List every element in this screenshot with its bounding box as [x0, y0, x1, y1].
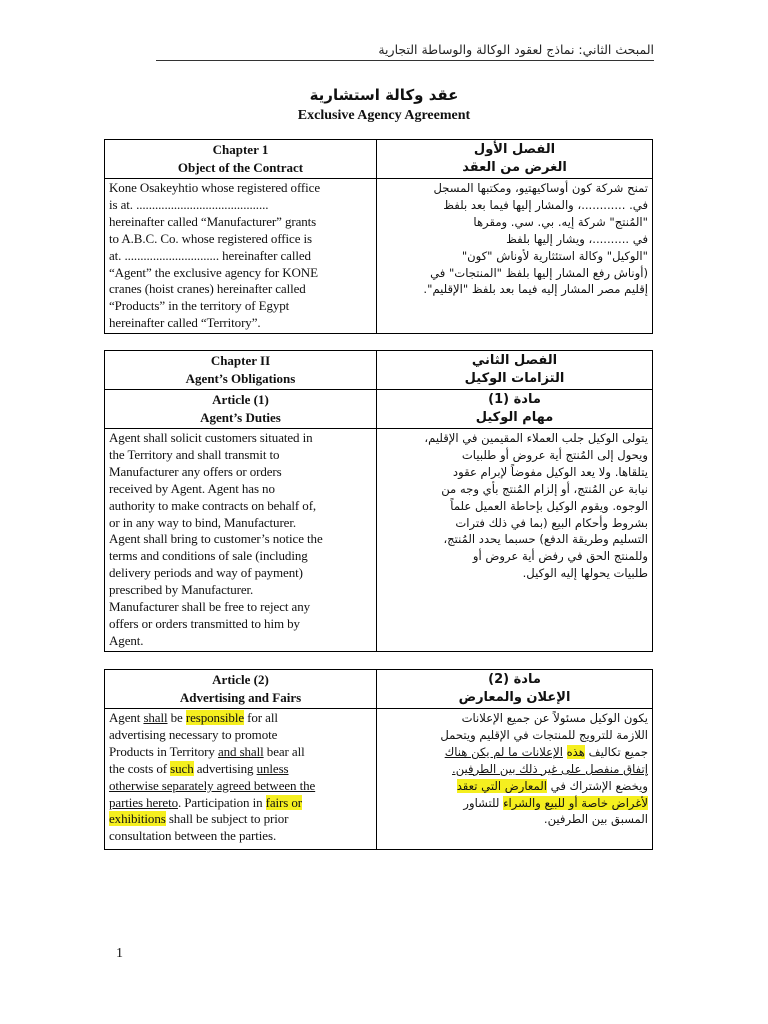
- text-line: the Territory and shall transmit to: [109, 446, 280, 462]
- text-line: or in any way to bind, Manufacturer.: [109, 514, 297, 530]
- chapter-2-table: [104, 350, 653, 652]
- text-line: advertising necessary to promote: [109, 726, 278, 742]
- text-line-ar: يكون الوكيل مسئولاً عن جميع الإعلانات: [461, 711, 648, 725]
- text-line: received by Agent. Agent has no: [109, 480, 275, 496]
- chapter-1-table: [104, 139, 653, 334]
- chapter-2-heading-ar: [377, 351, 653, 390]
- article-2-table: [104, 669, 653, 850]
- article-1-subtitle-ar: مهام الوكيل: [475, 410, 554, 425]
- chapter-1-body-en: [105, 179, 377, 334]
- word: advertising: [196, 760, 254, 776]
- text-line-ar: طلبيات يحولها إليه الوكيل.: [522, 566, 648, 581]
- chapter-2-header-row: [105, 351, 653, 390]
- highlighted-phrase: لأغراض خاصة أو للبيع والشراء: [503, 795, 648, 810]
- article-2-body-en: [105, 709, 377, 850]
- text-line: Manufacturer shall be free to reject any: [109, 599, 311, 615]
- text-line: [109, 811, 372, 828]
- chapter-1-subtitle: Object of the Contract: [177, 160, 304, 175]
- word: ويخضع الإشتراك في: [550, 778, 648, 793]
- text-line-ar: (أوناش رفع المشار إليها بلفظ "المنتجات" في: [430, 265, 648, 280]
- text-line: consultation between the parties.: [109, 828, 277, 844]
- article-1-body-ar: [377, 429, 653, 652]
- word: shall be subject to prior: [168, 811, 289, 827]
- chapter-1-subtitle-ar: الغرض من العقد: [462, 160, 567, 175]
- text-line: [109, 761, 372, 778]
- word: Agent: [109, 710, 141, 725]
- highlighted-word: such: [170, 760, 194, 776]
- text-line-ar: الوجوه. ويقوم الوكيل بإحاطة العميل علماً: [450, 498, 648, 513]
- text-line: [109, 710, 372, 727]
- text-line: “Products” in the territory of Egypt: [109, 298, 290, 314]
- article-2-title-ar: مادة (2): [488, 672, 541, 687]
- article-1-body-row: [105, 429, 653, 652]
- article-2-subtitle: Advertising and Fairs: [179, 690, 302, 705]
- text-line-ar: المسبق بين الطرفين.: [543, 812, 648, 827]
- article-2-title: Article (2): [212, 672, 269, 687]
- article-1-header-row: [105, 390, 653, 429]
- document-title-english: Exclusive Agency Agreement: [297, 108, 471, 123]
- chapter-2-title-ar: الفصل الثاني: [471, 353, 558, 368]
- chapter-1-title: Chapter 1: [212, 142, 269, 157]
- text-line-ar: [381, 761, 648, 778]
- text-line: Kone Osakeyhtio whose registered office: [109, 180, 321, 195]
- word: the costs of: [109, 760, 168, 776]
- chapter-2-subtitle: Agent’s Obligations: [185, 371, 296, 386]
- text-line: authority to make contracts on behalf of,: [109, 497, 317, 513]
- text-line: [109, 778, 372, 795]
- text-line: hereinafter called “Manufacturer” grants: [109, 213, 317, 229]
- text-line-ar: في. ............، والمشار إليها فيما بعد بلفظ: [443, 197, 648, 212]
- article-1-subtitle: Agent’s Duties: [200, 410, 281, 425]
- text-line-ar: يتلقاها. ولا يعد الوكيل مفوضاً لإبرام عقود: [452, 464, 648, 479]
- chapter-1-header-row: [105, 140, 653, 179]
- text-line-ar: إقليم مصر المشار إليه فيما بعد بلفظ "الإقليم".: [423, 282, 648, 297]
- text-line: [109, 744, 372, 761]
- article-2-body-ar: [377, 709, 653, 850]
- text-line: Agent shall bring to customer’s notice the: [109, 531, 323, 547]
- word: جميع تكاليف: [588, 744, 648, 759]
- text-line: hereinafter called “Territory”.: [109, 315, 261, 331]
- article-1-title-ar: مادة (1): [488, 392, 541, 407]
- underlined-word: shall: [143, 710, 168, 725]
- text-line: at. .............................. hereinafter called: [109, 247, 311, 263]
- highlighted-word: fairs or: [265, 794, 303, 810]
- word: for all: [247, 710, 278, 725]
- word: be: [170, 710, 183, 725]
- text-line-ar: [381, 795, 648, 812]
- text-line: offers or orders transmitted to him by: [109, 615, 300, 631]
- chapter-1-title-ar: الفصل الأول: [473, 142, 556, 157]
- chapter-2-heading-en: [105, 351, 377, 390]
- article-2-header-row: [105, 670, 653, 709]
- text-line-ar: بشروط وأحكام البيع (بما في ذلك فترات: [455, 515, 648, 530]
- chapter-2-title: Chapter II: [210, 353, 271, 368]
- text-line: Agent shall solicit customers situated in: [109, 430, 313, 445]
- text-line: to A.B.C. Co. whose registered office is: [109, 230, 313, 246]
- underlined-phrase: إتفاق منفصل على غير ذلك بين الطرفين.: [452, 761, 648, 776]
- text-line-ar: نيابة عن المُنتج، أو إلزام المُنتج بأي وجه من: [441, 481, 648, 496]
- chapter-1-heading-en: [105, 140, 377, 179]
- text-line: prescribed by Manufacturer.: [109, 582, 254, 598]
- highlighted-phrase: المعارض التي تعقد: [456, 778, 547, 793]
- underlined-phrase: otherwise separately agreed between the: [109, 777, 316, 793]
- underlined-phrase: الإعلانات ما لم يكن هناك: [444, 744, 563, 759]
- word: للتشاور: [463, 795, 500, 810]
- text-line-ar: اللازمة للترويج للمنتجات في الإقليم ويتحمل: [440, 727, 648, 742]
- text-line: Agent.: [109, 632, 144, 648]
- text-line: Manufacturer any offers or orders: [109, 463, 282, 479]
- document-title-arabic: عقد وكالة استشارية: [309, 86, 459, 104]
- text-line-ar: [381, 778, 648, 795]
- text-line-ar: وللمنتج الحق في رفض أية عروض أو: [472, 549, 648, 564]
- word: Products in Territory: [109, 743, 215, 759]
- text-line-ar: يتولى الوكيل جلب العملاء المقيمين في الإقليم،: [424, 431, 648, 445]
- article-2-heading-ar: [377, 670, 653, 709]
- article-2-subtitle-ar: الإعلان والمعارض: [458, 690, 571, 705]
- highlighted-word: هذه: [566, 744, 585, 759]
- underlined-phrase: parties hereto: [109, 794, 178, 810]
- text-line-ar: "الوكيل" وكالة استئثارية لأوناش "كون": [461, 248, 648, 263]
- text-line: [109, 795, 372, 812]
- text-line-ar: التسليم وطريقة الدفع) حسبما يحدد المُنتج،: [443, 532, 648, 547]
- running-header: المبحث الثاني: نماذج لعقود الوكالة والوساطة التجارية: [156, 42, 654, 61]
- article-1-body-en: [105, 429, 377, 652]
- article-2-heading-en: [105, 670, 377, 709]
- text-line: terms and conditions of sale (including: [109, 548, 308, 564]
- text-line: “Agent” the exclusive agency for KONE: [109, 264, 318, 280]
- text-line-ar: "المُنتج" شركة إيه. بي. سي. ومقرها: [473, 214, 648, 229]
- text-line: delivery periods and way of payment): [109, 565, 303, 581]
- chapter-1-heading-ar: [377, 140, 653, 179]
- highlighted-word: exhibitions: [109, 811, 166, 827]
- word: . Participation in: [177, 794, 263, 810]
- text-line-ar: [381, 744, 648, 761]
- text-line-ar: في ..........، ويشار إليها بلفظ: [506, 231, 648, 246]
- highlighted-word: responsible: [185, 710, 245, 725]
- underlined-word: and shall: [217, 743, 264, 759]
- text-line-ar: تمنح شركة كون أوساكيهتيو، ومكتبها المسجل: [433, 181, 648, 195]
- text-line: cranes (hoist cranes) hereinafter called: [109, 281, 306, 297]
- article-1-heading-ar: [377, 390, 653, 429]
- article-1-title: Article (1): [212, 392, 269, 407]
- text-line: is at. ..........................................: [109, 196, 269, 212]
- word: bear all: [266, 743, 305, 759]
- page-number: 1: [116, 946, 123, 961]
- article-1-heading-en: [105, 390, 377, 429]
- article-2-body-row: [105, 709, 653, 850]
- chapter-1-body-row: [105, 179, 653, 334]
- chapter-1-body-ar: [377, 179, 653, 334]
- underlined-word: unless: [256, 760, 289, 776]
- text-line-ar: ويحول إلى المُنتج أية عروض أو طلبيات: [461, 447, 648, 462]
- chapter-2-subtitle-ar: التزامات الوكيل: [464, 371, 565, 386]
